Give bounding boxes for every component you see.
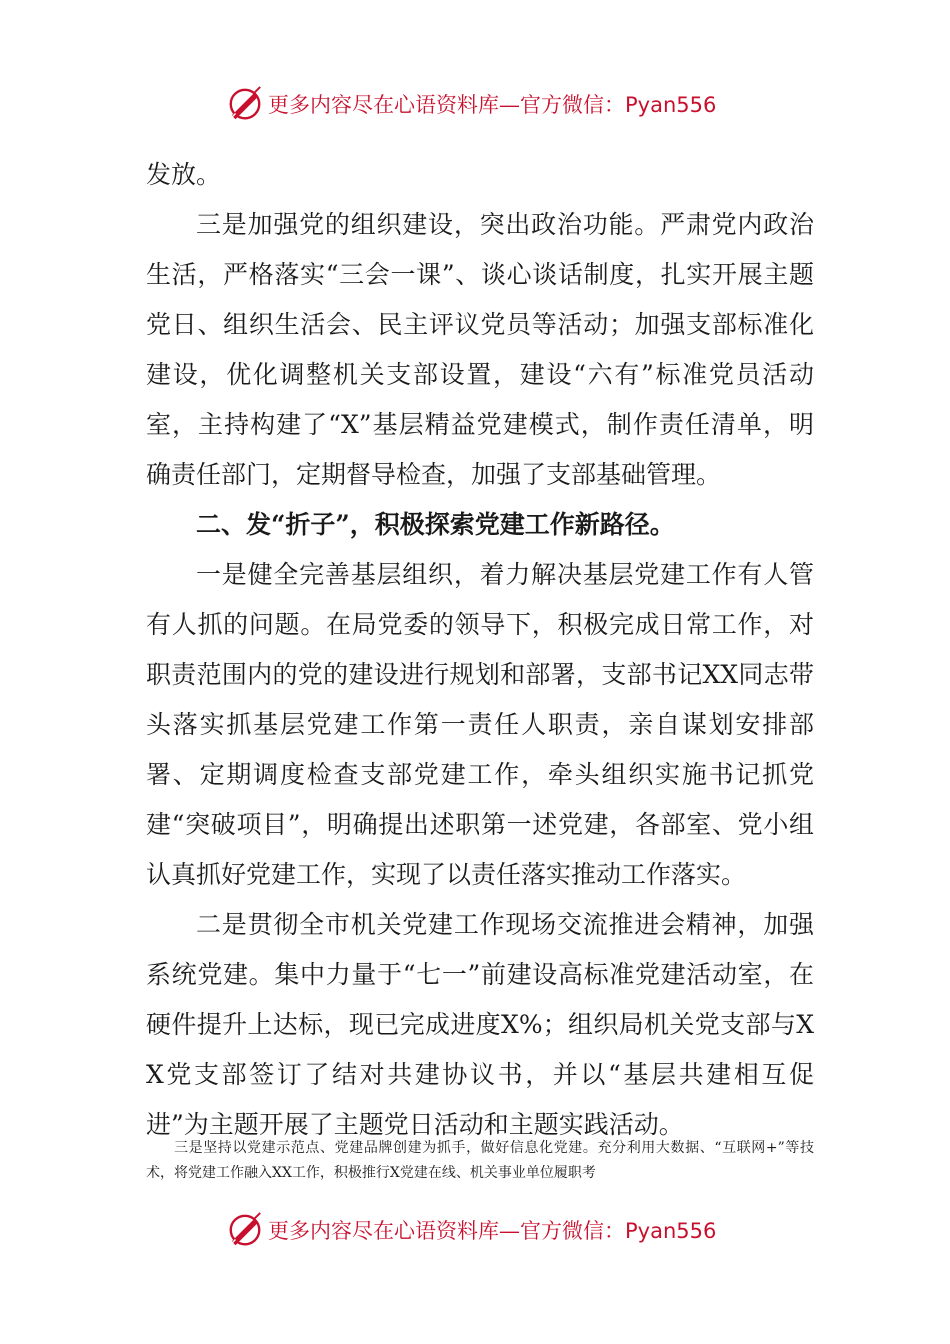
banner-text [268, 89, 716, 119]
header-banner[interactable] [226, 82, 726, 126]
paragraph: 三是坚持以党建示范点、党建品牌创建为抓手，做好信息化党建。充分利用大数据、“互联网+”等技术，将党建工作融入XX工作，积极推行X党建在线、机关事业单位履职考 [146, 1140, 814, 1181]
banner-wechat-id: Pyan556 [625, 93, 717, 117]
banner-dash: — [499, 1219, 520, 1243]
pen-logo-icon [226, 85, 264, 123]
paragraph: 一是健全完善基层组织，着力解决基层党建工作有人管有人抓的问题。在局党委的领导下，积极完成日常工作，对职责范围内的党的建设进行规划和部署，支部书记XX同志带头落实抓基层党建工作第一责任人职责，亲自谋划安排部署、定期调度检查支部党建工作，牵头组织实施书记抓党建“突破项目”，明确提出述职第一述党建，各部室、党小组认真抓好党建工作，实现了以责任落实推动工作落实。 [146, 560, 814, 889]
document-body [146, 150, 814, 1150]
section-heading: 二、发“折子”，积极探索党建工作新路径。 [196, 510, 675, 539]
paragraph: 三是加强党的组织建设，突出政治功能。严肃党内政治生活，严格落实“三会一课”、谈心谈话制度，扎实开展主题党日、组织生活会、民主评议党员等活动；加强支部标准化建设，优化调整机关支部设置，建设“六有”标准党员活动室，主持构建了“X”基层精益党建模式，制作责任清单，明确责任部门，定期督导检查，加强了支部基础管理。 [146, 210, 814, 489]
footer-banner[interactable] [226, 1208, 726, 1252]
banner-wechat-id: Pyan556 [625, 1219, 717, 1243]
pen-logo-icon [226, 1211, 264, 1249]
banner-label: 官方微信： [520, 1219, 625, 1243]
banner-text [268, 1215, 716, 1245]
small-print-paragraph [146, 1136, 814, 1186]
banner-slogan: 更多内容尽在心语资料库 [268, 93, 499, 117]
paragraph: 发放。 [146, 160, 222, 189]
paragraph: 二是贯彻全市机关党建工作现场交流推进会精神，加强系统党建。集中力量于“七一”前建设高标准党建活动室，在硬件提升上达标，现已完成进度X%；组织局机关党支部与XX党支部签订了结对共建协议书，并以“基层共建相互促进”为主题开展了主题党日活动和主题实践活动。 [146, 910, 814, 1139]
banner-label: 官方微信： [520, 93, 625, 117]
banner-slogan: 更多内容尽在心语资料库 [268, 1219, 499, 1243]
banner-dash: — [499, 93, 520, 117]
